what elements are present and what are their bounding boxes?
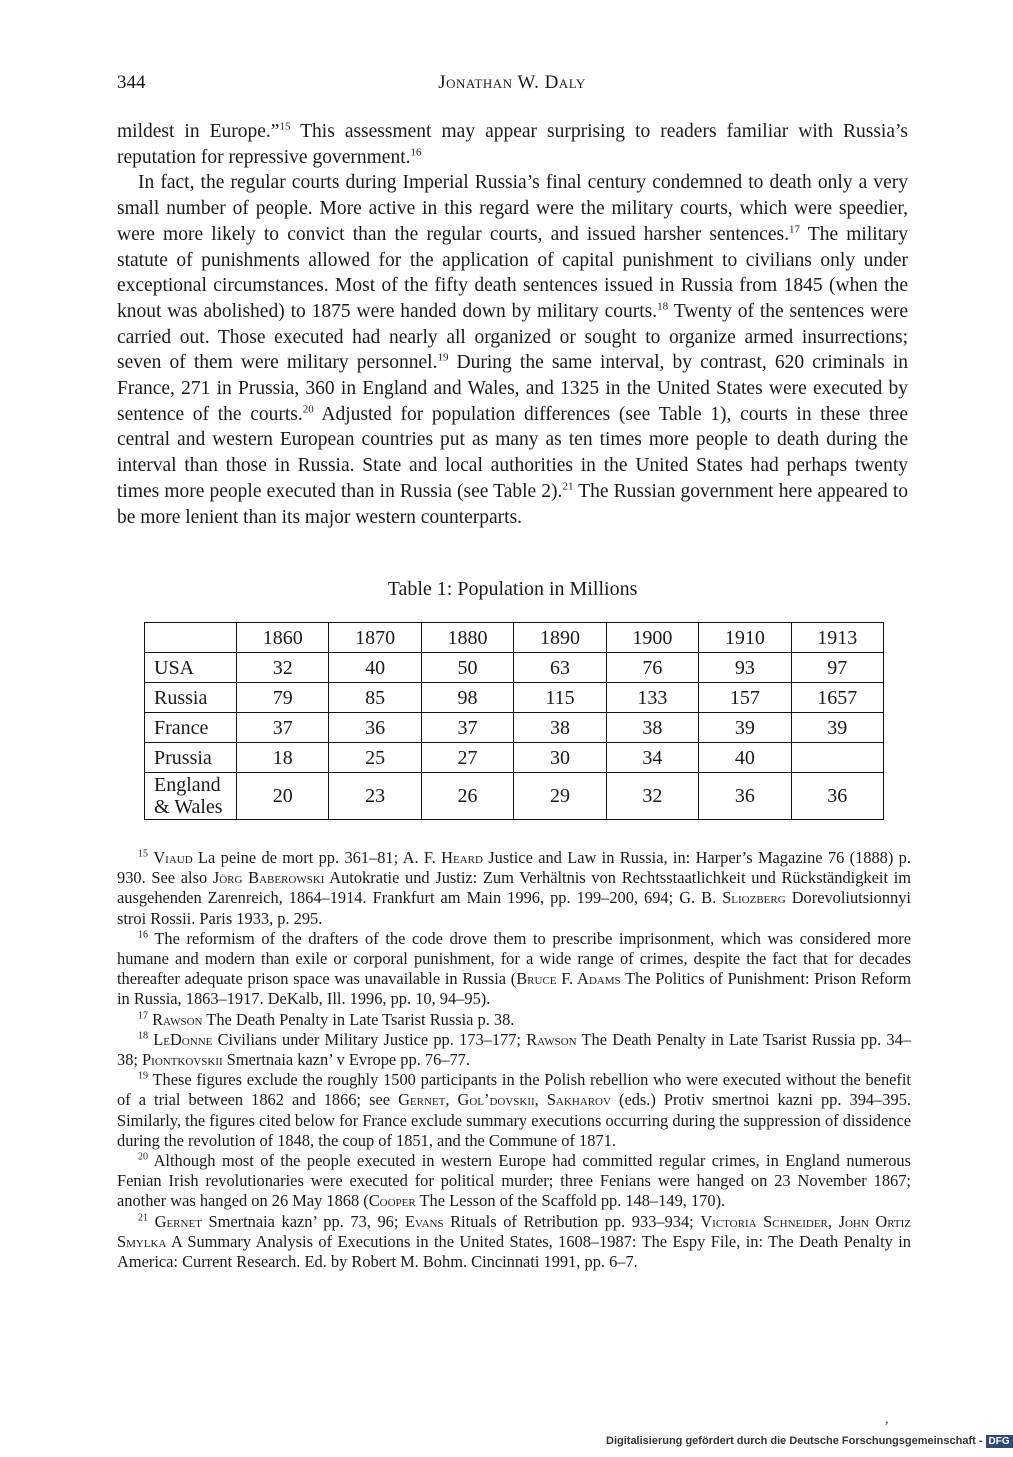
year-header: 1870 — [329, 623, 421, 653]
body-text — [117, 119, 908, 530]
year-header: 1890 — [514, 623, 606, 653]
year-header: 1880 — [421, 623, 513, 653]
population-cell: 39 — [699, 713, 791, 743]
footnote — [117, 929, 911, 1010]
text-run: The Death Penalty in Late Tsarist Russia pp. 34–38; — [117, 1029, 911, 1070]
footnotes — [117, 848, 911, 1272]
population-cell: 25 — [329, 743, 421, 773]
text-run: The reformism of the drafters of the code drove them to prescribe imprisonment, which was considered more humane and modern than exile or corporal punishment, for a wide range of crimes, despite the fact that for decades thereafter adequate prison space was unavailable in Russia ( — [117, 928, 911, 989]
text-run: Although most of the people executed in western Europe had committed regular crimes, in England numerous Fenian Irish revolutionaries were executed for political murder; three Fenians were hanged on 23 November 1867; another was hanged on 26 May 1868 ( — [117, 1151, 911, 1211]
footnote — [117, 848, 911, 929]
year-header: 1910 — [699, 623, 791, 653]
population-cell: 50 — [421, 653, 513, 683]
footnote-number: 16 — [138, 929, 148, 941]
author-name: Evans — [405, 1211, 444, 1231]
text-run: The Lesson of the Scaffold pp. 148–149, 170). — [415, 1191, 726, 1211]
text-run: These figures exclude the roughly 1500 participants in the Polish rebellion who were executed without the benefit of a trial between 1862 and 1866; see — [117, 1070, 911, 1110]
text-run: Civilians under Military Justice pp. 173–177; — [212, 1029, 527, 1049]
population-cell: 36 — [699, 773, 791, 820]
table-row — [145, 713, 884, 743]
footnote-number: 21 — [138, 1212, 148, 1224]
author-name: LeDonne — [153, 1029, 213, 1049]
author-name: Gernet — [154, 1211, 202, 1231]
footnote — [117, 1212, 911, 1273]
author-name: Rawson — [526, 1029, 577, 1049]
population-cell: 32 — [237, 653, 329, 683]
population-cell: 29 — [514, 773, 606, 820]
footnote-number: 18 — [138, 1030, 148, 1042]
footnote-ref: 18 — [657, 300, 669, 313]
text-run: Justice and Law in Russia, in: Harper’s Magazine 76 (1888) p. 930. See also — [117, 848, 911, 888]
text-run: Rituals of Retribution pp. 933–934; — [443, 1211, 701, 1231]
table-row — [145, 653, 884, 683]
footnote — [117, 1030, 911, 1070]
population-cell: 133 — [606, 683, 698, 713]
footnote — [117, 1070, 911, 1151]
population-cell: 79 — [237, 683, 329, 713]
footnote-number: 15 — [138, 848, 148, 860]
text-run: Smertnaia kazn’ pp. 73, 96; — [201, 1211, 406, 1231]
text-run: Smertnaia kazn’ v Evrope pp. 76–77. — [222, 1050, 470, 1070]
scan-mark: , — [885, 1412, 889, 1427]
footnote-ref: 19 — [437, 351, 449, 364]
digitization-text: Digitalisierung gefördert durch die Deutsche Forschungsgemeinschaft - — [606, 1435, 983, 1447]
country-label: England & Wales — [145, 773, 237, 820]
population-cell: 37 — [421, 713, 513, 743]
population-cell — [791, 743, 883, 773]
population-cell: 27 — [421, 743, 513, 773]
population-cell: 40 — [699, 743, 791, 773]
population-cell: 39 — [791, 713, 883, 743]
text-run: Adjusted for population differences (see Table 1), courts in these three central and western European countries put as many as ten times more people to death during the interval than those in Russia. State and local authorities in the United States had perhaps twenty times more people executed than in Russia (see Table 2). — [117, 403, 908, 502]
table-row — [145, 743, 884, 773]
footnote-ref: 21 — [562, 480, 574, 493]
population-cell: 93 — [699, 653, 791, 683]
page-header — [117, 72, 907, 98]
country-label: France — [145, 713, 237, 743]
population-cell: 38 — [606, 713, 698, 743]
footnote — [117, 1151, 911, 1212]
population-cell: 36 — [329, 713, 421, 743]
population-cell: 1657 — [791, 683, 883, 713]
population-cell: 97 — [791, 653, 883, 683]
text-run: In fact, the regular courts during Imperial Russia’s final century condemned to death only a very small number of people. More active in this regard were the military courts, which were speedier, were more likely to convict than the regular courts, and issued harsher sentences. — [117, 172, 908, 245]
author-name: Viaud — [153, 848, 193, 867]
year-header: 1860 — [237, 623, 329, 653]
text-run: The Death Penalty in Late Tsarist Russia p. 38. — [202, 1009, 515, 1029]
footnote — [117, 1010, 911, 1030]
population-cell: 76 — [606, 653, 698, 683]
population-cell: 40 — [329, 653, 421, 683]
paragraph-1 — [117, 119, 908, 170]
text-run: Autokratie und Justiz: Zum Verhältnis von Rechtsstaatlichkeit und Rückständigkeit im ausgehenden Zarenreich, 1864–1914. Frankfurt am Main 1996, pp. 199–200, 694; G. B. — [117, 868, 911, 908]
table-header-row — [145, 623, 884, 653]
digitization-notice — [606, 1435, 1013, 1448]
page-number: 344 — [117, 72, 146, 93]
year-header: 1913 — [791, 623, 883, 653]
population-table — [144, 622, 884, 820]
author-name: Victoria Schneider, John Ortiz Smylka — [117, 1211, 912, 1251]
population-cell: 18 — [237, 743, 329, 773]
corner-cell — [145, 623, 237, 653]
footnote-ref: 20 — [302, 403, 314, 416]
footnote-number: 20 — [138, 1151, 148, 1163]
running-head: Jonathan W. Daly — [438, 72, 586, 93]
text-run: The Russian government here appeared to be more lenient than its major western counterparts. — [117, 480, 908, 528]
text-run: (eds.) Protiv smertnoi kazni pp. 394–395. Similarly, the figures cited below for France exclude summary executions occurring during the suppression of dissidence during the revolution of 1848, the coup of 1851, and the Commune of 1871. — [117, 1090, 911, 1150]
text-run: The Politics of Punishment: Prison Reform in Russia, 1863–1917. DeKalb, Ill. 1996, pp. 10, 94–95). — [117, 969, 911, 1009]
table-row — [145, 683, 884, 713]
text-run: Twenty of the sentences were carried out. Those executed had nearly all organized or sought to organize armed insurrections; seven of them were military personnel. — [117, 300, 908, 374]
table-row — [145, 773, 884, 820]
population-cell: 23 — [329, 773, 421, 820]
author-name: Cooper — [368, 1191, 416, 1211]
footnote-number: 19 — [138, 1070, 148, 1082]
author-name: Piontkovskii — [142, 1050, 223, 1070]
population-cell: 63 — [514, 653, 606, 683]
footnote-ref: 16 — [410, 146, 422, 159]
country-label: Prussia — [145, 743, 237, 773]
population-cell: 34 — [606, 743, 698, 773]
country-label: USA — [145, 653, 237, 683]
population-cell: 32 — [606, 773, 698, 820]
population-cell: 20 — [237, 773, 329, 820]
author-name: Heard — [441, 848, 483, 867]
text-run: During the same interval, by contrast, 620 criminals in France, 271 in Prussia, 360 in England and Wales, and 1325 in the United States were executed by sentence of the courts. — [117, 352, 908, 425]
author-name: Sliozberg — [722, 888, 786, 908]
author-name: Gernet, Gol’dovskii, Sakharov — [398, 1090, 611, 1110]
paragraph-2 — [117, 170, 908, 530]
author-name: Jörg Baberowski — [212, 868, 325, 888]
table-caption: Table 1: Population in Millions — [387, 578, 638, 600]
population-cell: 38 — [514, 713, 606, 743]
author-name: Rawson — [152, 1009, 203, 1029]
footnote-ref: 17 — [788, 223, 800, 236]
author-name: Bruce F. Adams — [516, 969, 621, 989]
year-header: 1900 — [606, 623, 698, 653]
text-run: mildest in Europe.” — [117, 121, 280, 142]
text-run: Dorevoliutsionnyi stroi Rossii. Paris 1933, p. 295. — [117, 888, 911, 928]
population-cell: 37 — [237, 713, 329, 743]
footnote-number: 17 — [138, 1010, 148, 1022]
text-run: The military statute of punishments allowed for the application of capital punishment to civilians only under exceptional circumstances. Most of the fifty death sentences issued in Russia from 1845 (when the knout was abolished) to 1875 were handed down by military courts. — [117, 223, 909, 322]
country-label: Russia — [145, 683, 237, 713]
dfg-logo: DFG — [986, 1435, 1013, 1448]
text-run: A Summary Analysis of Executions in the United States, 1608–1987: The Espy File, in: The Death Penalty in America: Current Research. Ed. by Robert M. Bohm. Cincinnati 1991, pp. 6–7. — [117, 1231, 911, 1272]
text-run: La peine de mort pp. 361–81; A. F. — [192, 848, 442, 867]
population-cell: 85 — [329, 683, 421, 713]
footnote-ref: 15 — [279, 120, 291, 133]
population-cell: 26 — [421, 773, 513, 820]
text-run: This assessment may appear surprising to readers familiar with Russia’s reputation for repressive government. — [117, 121, 908, 168]
population-cell: 115 — [514, 683, 606, 713]
population-cell: 157 — [699, 683, 791, 713]
population-cell: 30 — [514, 743, 606, 773]
population-cell: 36 — [791, 773, 883, 820]
population-cell: 98 — [421, 683, 513, 713]
